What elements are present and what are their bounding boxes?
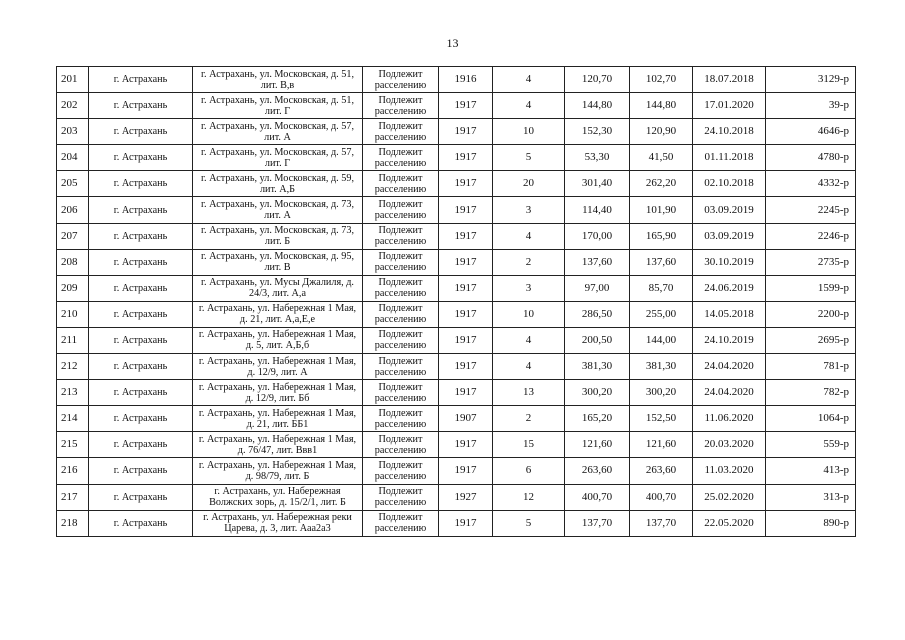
cell-status: Подлежит расселению [363, 458, 439, 484]
cell-decree: 2245-р [766, 197, 856, 223]
cell-area-living: 165,90 [630, 223, 693, 249]
cell-number: 207 [57, 223, 89, 249]
cell-status: Подлежит расселению [363, 301, 439, 327]
cell-year: 1927 [439, 484, 493, 510]
cell-year: 1917 [439, 119, 493, 145]
cell-date: 24.10.2018 [693, 119, 766, 145]
cell-address: г. Астрахань, ул. Набережная 1 Мая, д. 12/9, лит. А [193, 354, 363, 380]
cell-number: 203 [57, 119, 89, 145]
cell-status: Подлежит расселению [363, 327, 439, 353]
table-row [57, 301, 856, 327]
cell-area-living: 263,60 [630, 458, 693, 484]
cell-year: 1917 [439, 249, 493, 275]
table-row [57, 327, 856, 353]
cell-decree: 4646-р [766, 119, 856, 145]
table-row [57, 406, 856, 432]
cell-decree: 781-р [766, 354, 856, 380]
cell-address: г. Астрахань, ул. Московская, д. 59, лит. А,Б [193, 171, 363, 197]
cell-decree: 413-р [766, 458, 856, 484]
cell-area-total: 97,00 [565, 275, 630, 301]
cell-year: 1917 [439, 145, 493, 171]
cell-address: г. Астрахань, ул. Московская, д. 95, лит. В [193, 249, 363, 275]
cell-residents: 15 [493, 432, 565, 458]
cell-status: Подлежит расселению [363, 354, 439, 380]
cell-area-total: 263,60 [565, 458, 630, 484]
cell-city: г. Астрахань [89, 67, 193, 93]
cell-residents: 4 [493, 223, 565, 249]
cell-status: Подлежит расселению [363, 484, 439, 510]
cell-status: Подлежит расселению [363, 119, 439, 145]
cell-city: г. Астрахань [89, 484, 193, 510]
cell-area-total: 200,50 [565, 327, 630, 353]
cell-decree: 1064-р [766, 406, 856, 432]
table-row [57, 171, 856, 197]
cell-date: 17.01.2020 [693, 93, 766, 119]
cell-residents: 3 [493, 275, 565, 301]
cell-decree: 2695-р [766, 327, 856, 353]
cell-residents: 2 [493, 406, 565, 432]
cell-address: г. Астрахань, ул. Набережная 1 Мая, д. 21, лит. А,а,Е,е [193, 301, 363, 327]
cell-area-living: 121,60 [630, 432, 693, 458]
table-row [57, 510, 856, 536]
cell-residents: 4 [493, 327, 565, 353]
cell-date: 25.02.2020 [693, 484, 766, 510]
cell-number: 217 [57, 484, 89, 510]
cell-address: г. Астрахань, ул. Московская, д. 51, лит. Г [193, 93, 363, 119]
cell-area-living: 101,90 [630, 197, 693, 223]
cell-date: 24.04.2020 [693, 380, 766, 406]
cell-number: 205 [57, 171, 89, 197]
cell-city: г. Астрахань [89, 119, 193, 145]
table-row [57, 119, 856, 145]
table-row [57, 432, 856, 458]
cell-number: 206 [57, 197, 89, 223]
table-row [57, 458, 856, 484]
cell-year: 1917 [439, 510, 493, 536]
cell-area-total: 381,30 [565, 354, 630, 380]
cell-city: г. Астрахань [89, 406, 193, 432]
cell-number: 202 [57, 93, 89, 119]
cell-address: г. Астрахань, ул. Набережная 1 Мая, д. 12/9, лит. Бб [193, 380, 363, 406]
cell-status: Подлежит расселению [363, 197, 439, 223]
cell-city: г. Астрахань [89, 327, 193, 353]
cell-date: 18.07.2018 [693, 67, 766, 93]
cell-decree: 313-р [766, 484, 856, 510]
cell-status: Подлежит расселению [363, 67, 439, 93]
cell-area-living: 400,70 [630, 484, 693, 510]
cell-residents: 12 [493, 484, 565, 510]
cell-status: Подлежит расселению [363, 406, 439, 432]
cell-status: Подлежит расселению [363, 380, 439, 406]
cell-city: г. Астрахань [89, 458, 193, 484]
cell-area-total: 165,20 [565, 406, 630, 432]
cell-city: г. Астрахань [89, 432, 193, 458]
cell-residents: 10 [493, 119, 565, 145]
cell-date: 20.03.2020 [693, 432, 766, 458]
cell-status: Подлежит расселению [363, 171, 439, 197]
cell-area-living: 262,20 [630, 171, 693, 197]
cell-status: Подлежит расселению [363, 432, 439, 458]
cell-residents: 13 [493, 380, 565, 406]
cell-city: г. Астрахань [89, 249, 193, 275]
cell-status: Подлежит расселению [363, 145, 439, 171]
cell-number: 214 [57, 406, 89, 432]
cell-area-total: 137,70 [565, 510, 630, 536]
cell-area-living: 152,50 [630, 406, 693, 432]
cell-area-living: 144,80 [630, 93, 693, 119]
cell-year: 1916 [439, 67, 493, 93]
cell-year: 1917 [439, 223, 493, 249]
cell-area-living: 41,50 [630, 145, 693, 171]
cell-address: г. Астрахань, ул. Набережная 1 Мая, д. 76/47, лит. Ввв1 [193, 432, 363, 458]
cell-decree: 4780-р [766, 145, 856, 171]
cell-area-total: 300,20 [565, 380, 630, 406]
cell-residents: 4 [493, 354, 565, 380]
cell-year: 1917 [439, 197, 493, 223]
table-row [57, 380, 856, 406]
table-row [57, 145, 856, 171]
cell-area-total: 170,00 [565, 223, 630, 249]
cell-number: 204 [57, 145, 89, 171]
cell-number: 208 [57, 249, 89, 275]
cell-year: 1907 [439, 406, 493, 432]
cell-area-total: 144,80 [565, 93, 630, 119]
cell-address: г. Астрахань, ул. Набережная реки Царева, д. 3, лит. Ааа2а3 [193, 510, 363, 536]
cell-address: г. Астрахань, ул. Московская, д. 57, лит. А [193, 119, 363, 145]
cell-city: г. Астрахань [89, 275, 193, 301]
cell-number: 216 [57, 458, 89, 484]
page-number: 13 [446, 36, 459, 50]
cell-status: Подлежит расселению [363, 249, 439, 275]
cell-address: г. Астрахань, ул. Набережная 1 Мая, д. 21, лит. ББ1 [193, 406, 363, 432]
table-row [57, 223, 856, 249]
cell-city: г. Астрахань [89, 354, 193, 380]
cell-residents: 20 [493, 171, 565, 197]
cell-area-total: 286,50 [565, 301, 630, 327]
cell-number: 209 [57, 275, 89, 301]
cell-area-living: 300,20 [630, 380, 693, 406]
table-row [57, 249, 856, 275]
cell-date: 24.06.2019 [693, 275, 766, 301]
cell-area-total: 53,30 [565, 145, 630, 171]
cell-area-living: 102,70 [630, 67, 693, 93]
cell-address: г. Астрахань, ул. Набережная 1 Мая, д. 5, лит. А,Б,б [193, 327, 363, 353]
cell-date: 24.04.2020 [693, 354, 766, 380]
cell-number: 211 [57, 327, 89, 353]
cell-residents: 10 [493, 301, 565, 327]
cell-area-living: 120,90 [630, 119, 693, 145]
cell-date: 03.09.2019 [693, 197, 766, 223]
cell-status: Подлежит расселению [363, 223, 439, 249]
cell-area-living: 255,00 [630, 301, 693, 327]
cell-year: 1917 [439, 432, 493, 458]
cell-city: г. Астрахань [89, 93, 193, 119]
cell-date: 24.10.2019 [693, 327, 766, 353]
cell-number: 212 [57, 354, 89, 380]
housing-registry-table [56, 66, 856, 537]
cell-date: 30.10.2019 [693, 249, 766, 275]
cell-residents: 4 [493, 67, 565, 93]
table-body [57, 67, 856, 537]
cell-date: 22.05.2020 [693, 510, 766, 536]
cell-decree: 2200-р [766, 301, 856, 327]
cell-city: г. Астрахань [89, 223, 193, 249]
cell-decree: 1599-р [766, 275, 856, 301]
cell-area-living: 85,70 [630, 275, 693, 301]
cell-year: 1917 [439, 458, 493, 484]
cell-area-total: 114,40 [565, 197, 630, 223]
table-row [57, 484, 856, 510]
cell-city: г. Астрахань [89, 171, 193, 197]
cell-address: г. Астрахань, ул. Мусы Джалиля, д. 24/3, лит. А,а [193, 275, 363, 301]
cell-residents: 6 [493, 458, 565, 484]
cell-area-living: 381,30 [630, 354, 693, 380]
cell-date: 02.10.2018 [693, 171, 766, 197]
cell-residents: 2 [493, 249, 565, 275]
cell-address: г. Астрахань, ул. Московская, д. 51, лит. В,в [193, 67, 363, 93]
cell-address: г. Астрахань, ул. Набережная Волжских зорь, д. 15/2/1, лит. Б [193, 484, 363, 510]
cell-decree: 3129-р [766, 67, 856, 93]
cell-date: 11.06.2020 [693, 406, 766, 432]
cell-address: г. Астрахань, ул. Московская, д. 73, лит. А [193, 197, 363, 223]
cell-residents: 4 [493, 93, 565, 119]
table-row [57, 275, 856, 301]
cell-status: Подлежит расселению [363, 275, 439, 301]
cell-address: г. Астрахань, ул. Московская, д. 73, лит. Б [193, 223, 363, 249]
cell-decree: 39-р [766, 93, 856, 119]
cell-area-living: 137,70 [630, 510, 693, 536]
cell-area-total: 137,60 [565, 249, 630, 275]
cell-decree: 4332-р [766, 171, 856, 197]
table-row [57, 67, 856, 93]
cell-number: 210 [57, 301, 89, 327]
cell-area-total: 152,30 [565, 119, 630, 145]
cell-address: г. Астрахань, ул. Московская, д. 57, лит. Г [193, 145, 363, 171]
cell-year: 1917 [439, 275, 493, 301]
table-row [57, 197, 856, 223]
cell-decree: 782-р [766, 380, 856, 406]
cell-number: 218 [57, 510, 89, 536]
cell-status: Подлежит расселению [363, 510, 439, 536]
cell-residents: 5 [493, 145, 565, 171]
cell-year: 1917 [439, 327, 493, 353]
cell-area-living: 144,00 [630, 327, 693, 353]
table-row [57, 93, 856, 119]
cell-address: г. Астрахань, ул. Набережная 1 Мая, д. 98/79, лит. Б [193, 458, 363, 484]
table-row [57, 354, 856, 380]
cell-area-total: 400,70 [565, 484, 630, 510]
cell-area-total: 121,60 [565, 432, 630, 458]
cell-status: Подлежит расселению [363, 93, 439, 119]
cell-date: 01.11.2018 [693, 145, 766, 171]
cell-city: г. Астрахань [89, 301, 193, 327]
cell-decree: 2246-р [766, 223, 856, 249]
cell-decree: 890-р [766, 510, 856, 536]
cell-area-total: 301,40 [565, 171, 630, 197]
cell-date: 03.09.2019 [693, 223, 766, 249]
cell-city: г. Астрахань [89, 510, 193, 536]
cell-date: 14.05.2018 [693, 301, 766, 327]
cell-year: 1917 [439, 171, 493, 197]
cell-year: 1917 [439, 380, 493, 406]
cell-decree: 2735-р [766, 249, 856, 275]
cell-year: 1917 [439, 354, 493, 380]
cell-year: 1917 [439, 301, 493, 327]
cell-city: г. Астрахань [89, 145, 193, 171]
cell-date: 11.03.2020 [693, 458, 766, 484]
cell-residents: 5 [493, 510, 565, 536]
cell-number: 215 [57, 432, 89, 458]
cell-residents: 3 [493, 197, 565, 223]
cell-area-living: 137,60 [630, 249, 693, 275]
cell-area-total: 120,70 [565, 67, 630, 93]
cell-decree: 559-р [766, 432, 856, 458]
cell-number: 201 [57, 67, 89, 93]
cell-number: 213 [57, 380, 89, 406]
cell-city: г. Астрахань [89, 380, 193, 406]
cell-year: 1917 [439, 93, 493, 119]
cell-city: г. Астрахань [89, 197, 193, 223]
